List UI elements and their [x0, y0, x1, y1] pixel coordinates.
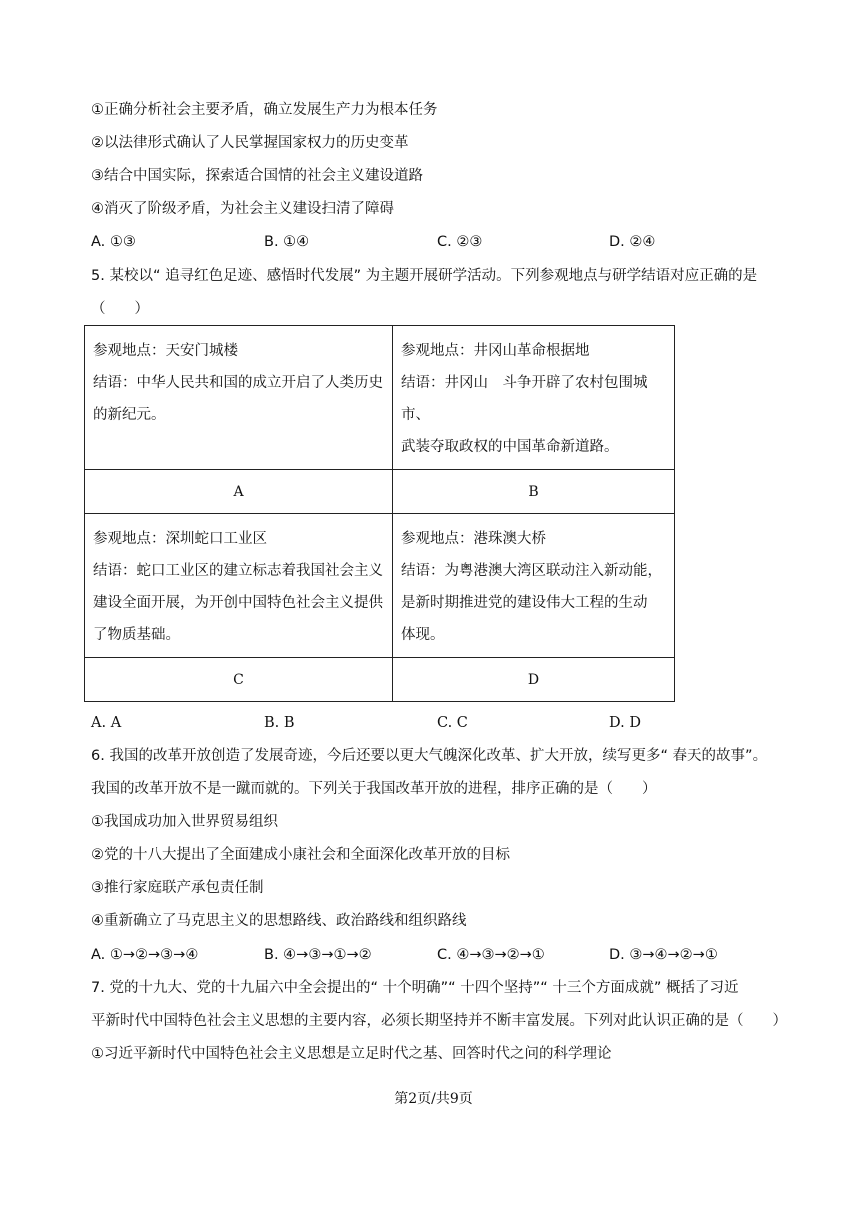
q5-option-b[interactable]: B. B [264, 715, 295, 731]
q6-option-a[interactable]: A. ①→②→③→④ [91, 947, 199, 963]
q6-item-3: ③推行家庭联产承包责任制 [91, 880, 264, 896]
q5-cell-d [393, 514, 675, 658]
q7-stem-line2: 平新时代中国特色社会主义思想的主要内容，必须长期坚持并不断丰富发展。下列对此认识正确的是（ ） [91, 1013, 787, 1029]
q6-stem-line1: 6. 我国的改革开放创造了发展奇迹，今后还要以更大气魄深化改革、扩大开放，续写更多“ 春天的故事”。 [91, 748, 768, 764]
q7-stem-line1: 7. 党的十九大、党的十九届六中全会提出的“ 十个明确”“ 十四个坚持”“ 十三个方面成就” 概括了习近 [91, 980, 739, 996]
q5-cell-a [85, 326, 393, 470]
page-footer: 第2页/共9页 [394, 1091, 473, 1107]
q4-options [91, 232, 791, 252]
q5-cell-c-line-3: 建设全面开展，为开创中国特色社会主义提供 [93, 595, 383, 611]
q5-table-row [85, 514, 675, 658]
q5-option-d[interactable]: D. D [609, 715, 641, 731]
q5-table-row [85, 470, 675, 514]
q6-option-d[interactable]: D. ③→④→②→① [609, 947, 718, 963]
q5-cell-d-line-1: 参观地点：港珠澳大桥 [401, 531, 546, 547]
q5-table [84, 325, 675, 702]
q4-option-a[interactable]: A. ①③ [91, 234, 136, 250]
q6-option-c[interactable]: C. ④→③→②→① [437, 947, 545, 963]
q7-item-1: ①习近平新时代中国特色社会主义思想是立足时代之基、回答时代之问的科学理论 [91, 1046, 612, 1062]
q5-cell-c [85, 514, 393, 658]
q5-label-c: C [85, 658, 393, 702]
q5-options [91, 713, 791, 733]
q5-cell-d-line-2: 结语：为粤港澳大湾区联动注入新动能， [401, 563, 662, 579]
q5-cell-c-line-2: 结语：蛇口工业区的建立标志着我国社会主义 [93, 563, 383, 579]
q6-options [91, 945, 791, 965]
q6-option-b[interactable]: B. ④→③→①→② [264, 947, 372, 963]
q5-cell-a-line-2: 结语：中华人民共和国的成立开启了人类历史 [93, 375, 383, 391]
q5-cell-b-line-2: 结语：井冈山 斗争开辟了农村包围城市、 [401, 375, 648, 423]
q6-item-4: ④重新确立了马克思主义的思想路线、政治路线和组织路线 [91, 913, 467, 929]
q5-cell-b [393, 326, 675, 470]
q6-stem-line2: 我国的改革开放不是一蹴而就的。下列关于我国改革开放的进程，排序正确的是（ ） [91, 781, 657, 797]
q5-stem-line2: （ ） [91, 301, 149, 317]
q4-option-d[interactable]: D. ②④ [609, 234, 656, 250]
q5-label-b: B [393, 470, 675, 514]
q5-cell-a-line-3: 的新纪元。 [93, 407, 166, 423]
q5-cell-d-line-4: 体现。 [401, 627, 445, 643]
q5-stem-line1: 5. 某校以“ 追寻红色足迹、感悟时代发展” 为主题开展研学活动。下列参观地点与研学结语对应正确的是 [91, 268, 758, 284]
q6-item-1: ①我国成功加入世界贸易组织 [91, 814, 278, 830]
q4-option-b[interactable]: B. ①④ [264, 234, 310, 250]
q5-cell-d-line-3: 是新时期推进党的建设伟大工程的生动 [401, 595, 648, 611]
q5-label-a: A [85, 470, 393, 514]
q5-table-row [85, 658, 675, 702]
q5-table-row [85, 326, 675, 470]
q4-item-4: ④消灭了阶级矛盾，为社会主义建设扫清了障碍 [91, 201, 394, 217]
q5-cell-a-line-1: 参观地点：天安门城楼 [93, 343, 238, 359]
q4-item-2: ②以法律形式确认了人民掌握国家权力的历史变革 [91, 135, 409, 151]
q5-cell-c-line-1: 参观地点：深圳蛇口工业区 [93, 531, 267, 547]
q5-option-a[interactable]: A. A [91, 715, 122, 731]
q4-option-c[interactable]: C. ②③ [437, 234, 483, 250]
q5-cell-c-line-4: 了物质基础。 [93, 627, 180, 643]
q5-option-c[interactable]: C. C [437, 715, 468, 731]
q4-item-3: ③结合中国实际，探索适合国情的社会主义建设道路 [91, 168, 423, 184]
q6-item-2: ②党的十八大提出了全面建成小康社会和全面深化改革开放的目标 [91, 847, 510, 863]
q5-cell-b-line-3: 武装夺取政权的中国革命新道路。 [401, 439, 619, 455]
q5-label-d: D [393, 658, 675, 702]
q5-cell-b-line-1: 参观地点：井冈山革命根据地 [401, 343, 590, 359]
q4-item-1: ①正确分析社会主要矛盾，确立发展生产力为根本任务 [91, 102, 438, 118]
